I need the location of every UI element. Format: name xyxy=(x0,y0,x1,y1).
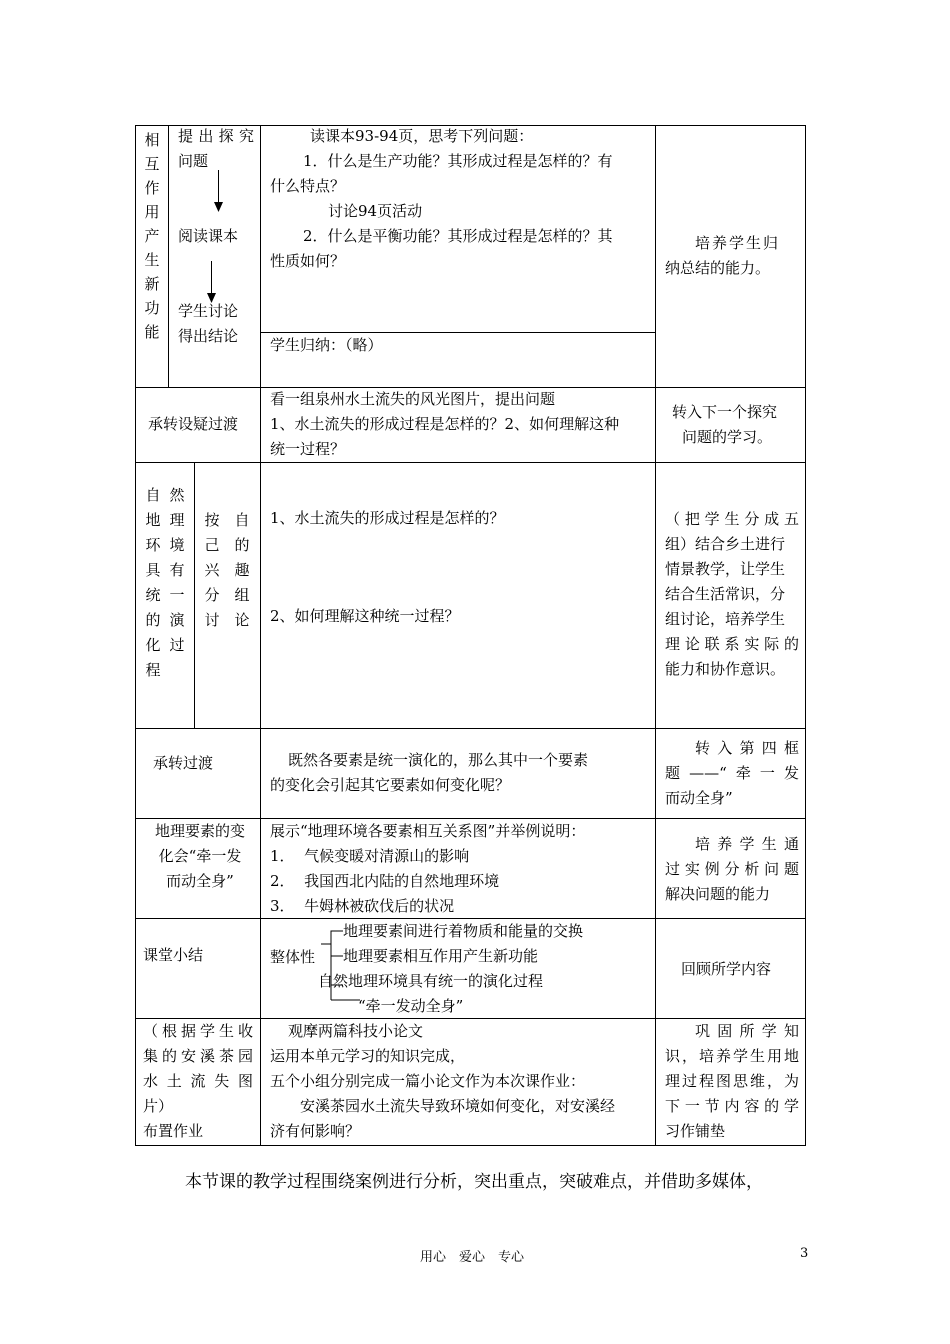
char: 互 xyxy=(144,155,160,173)
text-line: 水土流失图 xyxy=(143,1072,253,1090)
row1-goal xyxy=(665,231,800,281)
row3-method-col-a xyxy=(202,508,222,633)
text-line: 整体性 xyxy=(270,948,316,966)
text-line: 下一节内容的学 xyxy=(665,1097,799,1115)
text-line: 而动全身” xyxy=(665,789,733,807)
text-line: 看一组泉州水土流失的风光图片，提出问题 xyxy=(270,390,556,408)
text-line: 组讨论，培养学生 xyxy=(665,610,786,628)
char: 讨 xyxy=(204,611,220,629)
text-line: 五个小组分别完成一篇小论文作为本次课作业： xyxy=(270,1072,586,1090)
char: 按 xyxy=(204,511,220,529)
text-line: 结合生活常识，分 xyxy=(665,585,786,603)
char: 地 xyxy=(145,511,161,529)
text-line: 回顾所学内容 xyxy=(681,960,772,978)
row7-topic xyxy=(143,1019,255,1144)
row1-summary xyxy=(270,333,383,358)
text-line: 片） xyxy=(143,1097,174,1115)
char: 己 xyxy=(204,536,220,554)
char: 统 xyxy=(145,586,161,604)
char: 分 xyxy=(204,586,220,604)
row6-summary-item-4 xyxy=(358,994,463,1019)
row1-content-q1 xyxy=(270,149,650,274)
text-line: 什么特点？ xyxy=(270,177,346,195)
text-line: 既然各要素是统一演化的，那么其中一个要素 xyxy=(288,751,589,769)
char: 的 xyxy=(234,536,250,554)
text-line: 展示“地理环境各要素相互关系图”并举例说明： xyxy=(270,822,586,840)
char: 环 xyxy=(145,536,161,554)
text-line: 本节课的教学过程围绕案例进行分析，突出重点，突破难点，并借助多媒体， xyxy=(185,1172,763,1192)
row4-content xyxy=(270,748,650,798)
footer-motto: 用心 爱心 专心 xyxy=(420,1250,525,1265)
text-line: 解决问题的能力 xyxy=(665,885,771,903)
row5-content xyxy=(270,819,650,919)
text-line: 习作铺垫 xyxy=(665,1122,726,1140)
row1-process-discuss xyxy=(178,299,238,349)
text-line: 转入第四框 xyxy=(695,739,799,757)
list-item: 地理要素相互作用产生新功能 xyxy=(343,947,539,965)
row6-summary-item-3 xyxy=(318,969,543,994)
char: 过 xyxy=(169,636,185,654)
page-number: 3 xyxy=(800,1246,809,1261)
list-item: 3． 牛姆林被砍伐后的状况 xyxy=(270,897,455,915)
text-line: 观摩两篇科技小论文 xyxy=(288,1022,424,1040)
text-line: 1、水土流失的形成过程是怎样的？ xyxy=(270,509,505,527)
text-line: 组）结合乡土进行 xyxy=(665,535,786,553)
row6-stage xyxy=(143,943,203,968)
text-line: （根据学生收 xyxy=(143,1022,253,1040)
row2-content xyxy=(270,387,650,462)
text-line: 运用本单元学习的知识完成， xyxy=(270,1047,466,1065)
text-line: 巩固所学知 xyxy=(695,1022,799,1040)
row3-topic-col-a xyxy=(143,483,163,683)
row2-stage xyxy=(148,412,238,437)
text-line: 学生归纳：（略） xyxy=(270,336,383,354)
row3-method-col-b xyxy=(232,508,252,633)
text-line: 识，培养学生用地 xyxy=(665,1047,799,1065)
text-line: 转入下一个探究 xyxy=(672,403,778,421)
text-line: 布置作业 xyxy=(143,1122,204,1140)
text-line: 能力和协作意识。 xyxy=(665,660,786,678)
row1-topic xyxy=(142,128,162,344)
list-item: “牵一发动全身” xyxy=(358,997,464,1015)
list-item: 1． 气候变暖对清源山的影响 xyxy=(270,847,470,865)
text-line: 2、如何理解这种统一过程？ xyxy=(270,607,460,625)
text-line: 题——“牵一发 xyxy=(665,764,799,782)
list-item: 2． 我国西北内陆的自然地理环境 xyxy=(270,872,500,890)
text-line: 性质如何？ xyxy=(270,252,346,270)
text-line: 地理要素的变 xyxy=(154,822,245,840)
row3-goal xyxy=(665,507,800,682)
char: 理 xyxy=(169,511,185,529)
row6-summary-label xyxy=(270,945,315,970)
text-line: 学生讨论 xyxy=(178,302,239,320)
row6-goal xyxy=(681,957,771,982)
row3-question-2 xyxy=(270,604,460,629)
text-line: 的变化会引起其它要素如何变化呢？ xyxy=(270,776,511,794)
row2-goal xyxy=(672,400,777,450)
row5-goal xyxy=(665,832,800,907)
row3-topic-col-b xyxy=(167,483,187,658)
char: 新 xyxy=(144,275,160,293)
text-line: 课堂小结 xyxy=(143,946,204,964)
char: 作 xyxy=(144,179,160,197)
char: 具 xyxy=(145,561,161,579)
char: 境 xyxy=(169,536,185,554)
row7-goal xyxy=(665,1019,800,1144)
char: 程 xyxy=(145,661,161,679)
char: 演 xyxy=(169,611,185,629)
text-line: 培养学生归 xyxy=(695,234,781,252)
row4-stage xyxy=(153,751,213,776)
text-line: 纳总结的能力。 xyxy=(665,259,771,277)
text-line: 情景教学，让学生 xyxy=(665,560,786,578)
text-line: 2．什么是平衡功能？其形成过程是怎样的？其 xyxy=(303,227,613,245)
row6-summary-item-1 xyxy=(343,919,583,944)
text-line: 读课本93-94页，思考下列问题： xyxy=(310,127,534,145)
list-item: 地理要素间进行着物质和能量的交换 xyxy=(343,922,584,940)
char: 趣 xyxy=(234,561,250,579)
text-line: 化会“牵一发 xyxy=(158,847,242,865)
char: 论 xyxy=(234,611,250,629)
char: 一 xyxy=(169,586,185,604)
char: 生 xyxy=(144,251,160,269)
row1-process-read xyxy=(178,224,238,249)
row3-question-1 xyxy=(270,506,505,531)
char: 化 xyxy=(145,636,161,654)
text-line: 理过程图思维，为 xyxy=(665,1072,799,1090)
text-line: 1．什么是生产功能？其形成过程是怎样的？有 xyxy=(303,152,613,170)
text-line: 统一过程？ xyxy=(270,440,346,458)
text-line: 1、水土流失的形成过程是怎样的？2、如何理解这种 xyxy=(270,415,620,433)
text-line: 过实例分析问题 xyxy=(665,860,799,878)
text-line: 讨论94页活动 xyxy=(328,202,423,220)
text-line: 问题的学习。 xyxy=(682,428,773,446)
row1-content-intro xyxy=(310,124,533,149)
char: 用 xyxy=(144,203,160,221)
char: 组 xyxy=(234,586,250,604)
char: 功 xyxy=(144,299,160,317)
list-item: 自然地理环境具有统一的演化过程 xyxy=(318,972,544,990)
char: 的 xyxy=(145,611,161,629)
text-line: 得出结论 xyxy=(178,327,239,345)
text-line: 理论联系实际的 xyxy=(665,635,799,653)
text-line: 阅读课本 xyxy=(178,227,239,245)
text-line: 问题 xyxy=(178,152,209,170)
text-line: 培养学生通 xyxy=(695,835,799,853)
char: 产 xyxy=(144,227,160,245)
row6-summary-item-2 xyxy=(343,944,538,969)
char: 能 xyxy=(144,323,160,341)
text-line: 提出探究 xyxy=(178,127,254,145)
row4-goal xyxy=(665,736,800,811)
body-paragraph xyxy=(185,1168,763,1196)
text-line: 承转设疑过渡 xyxy=(148,415,239,433)
text-line: （把学生分成五 xyxy=(665,510,799,528)
char: 自 xyxy=(145,486,161,504)
row1-process-start xyxy=(178,124,258,174)
text-line: 安溪茶园水土流失导致环境如何变化，对安溪经 xyxy=(300,1097,616,1115)
char: 相 xyxy=(144,131,160,149)
text-line: 济有何影响？ xyxy=(270,1122,361,1140)
char: 自 xyxy=(234,511,250,529)
text-line: 而动全身” xyxy=(166,872,234,890)
char: 有 xyxy=(169,561,185,579)
row7-content xyxy=(270,1019,650,1144)
row5-topic xyxy=(145,819,255,894)
char: 然 xyxy=(169,486,185,504)
text-line: 集的安溪茶园 xyxy=(143,1047,253,1065)
char: 兴 xyxy=(204,561,220,579)
text-line: 承转过渡 xyxy=(153,754,214,772)
